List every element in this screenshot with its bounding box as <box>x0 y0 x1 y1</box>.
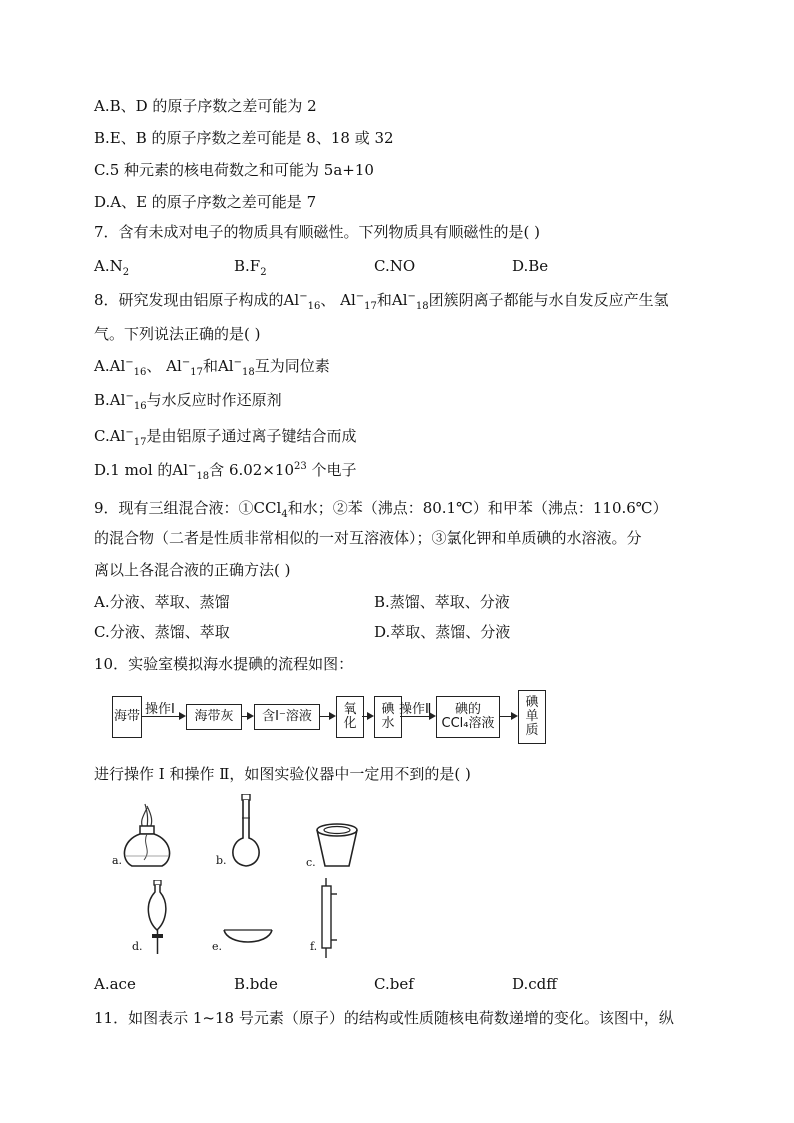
separatory-funnel-icon <box>140 880 176 956</box>
q10-stem: 10．实验室模拟海水提碘的流程如图： <box>94 655 354 673</box>
q9-stem-line2: 的混合物（二者是性质非常相似的一对互溶液体）；③氯化钾和单质碘的水溶液。分 <box>94 529 642 547</box>
q8-option-a: $A.Al^-_{16}$、 $Al^-_{17}$和$Al^-_{18}$互为同位素 <box>94 357 330 378</box>
flow-box-seaweed: 海带 <box>112 696 142 738</box>
q9-stem-line3: 离以上各混合液的正确方法( ) <box>94 561 291 579</box>
apparatus-label-b: b. <box>216 854 227 867</box>
flow-label-op2: 操作Ⅱ <box>399 702 432 717</box>
q6-option-a: A.B、D 的原子序数之差可能为 2 <box>94 97 317 115</box>
q8-option-d: D.1 mol 的$Al^-_{18}$含 $6.02\times 10^{23}$ 个电子 <box>94 461 357 482</box>
q8-stem: 8．研究发现由铝原子构成的$Al^-_{16}$、 $Al^-_{17}$和$Al^-_{18}$团簇阴离子都能与水自发反应产生氢 <box>94 291 669 312</box>
q9-option-d: D.萃取、蒸馏、分液 <box>374 623 511 641</box>
flow-arrow-2 <box>242 716 252 717</box>
apparatus-label-e: e. <box>212 940 223 953</box>
q7-option-d: D.Be <box>512 257 549 275</box>
q6-option-d: D.A、E 的原子序数之差可能是 7 <box>94 193 317 211</box>
q10-option-c: C.bef <box>374 975 414 993</box>
q8-option-c: $C.Al^-_{17}$是由铝原子通过离子键结合而成 <box>94 427 357 448</box>
q10-option-b: B.bde <box>234 975 278 993</box>
flow-box-iodine-water: 碘水 <box>374 696 402 738</box>
q8-option-b: $B.Al^-_{16}$与水反应时作还原剂 <box>94 391 282 412</box>
volumetric-flask-icon <box>222 794 272 870</box>
q7-option-c: C.NO <box>374 257 416 275</box>
flow-arrow-4 <box>362 716 372 717</box>
flow-box-iodide: 含I⁻溶液 <box>254 704 320 730</box>
q8-stem-line2: 气。下列说法正确的是( ) <box>94 325 261 343</box>
q9-option-a: A.分液、萃取、蒸馏 <box>94 593 230 611</box>
crucible-icon <box>312 822 362 870</box>
apparatus-label-d: d. <box>132 940 143 953</box>
q7-option-a: $A.N_2$ <box>94 257 130 278</box>
flow-label-op1: 操作Ⅰ <box>145 702 175 717</box>
q9-stem-line1: 9．现有三组混合液：①CCl$_4$和水；②苯（沸点：80.1℃）和甲苯（沸点：110.6℃） <box>94 499 668 520</box>
evaporating-dish-icon <box>222 924 274 948</box>
apparatus-label-f: f. <box>310 940 318 953</box>
alcohol-lamp-icon <box>112 800 182 872</box>
condenser-icon <box>316 878 340 958</box>
q9-option-c: C.分液、蒸馏、萃取 <box>94 623 230 641</box>
q11-stem: 11．如图表示 1~18 号元素（原子）的结构或性质随核电荷数递增的变化。该图中，纵 <box>94 1009 674 1027</box>
apparatus-label-c: c. <box>306 856 316 869</box>
q6-option-b: B.E、B 的原子序数之差可能是 8、18 或 32 <box>94 129 394 147</box>
q10-option-d: D.cdff <box>512 975 557 993</box>
apparatus-label-a: a. <box>112 854 123 867</box>
seaweed-iodine-flowchart <box>112 690 552 750</box>
flow-box-ccl4-solution: 碘的 CCl₄溶液 <box>436 696 500 738</box>
flow-box-iodine-element: 碘单质 <box>518 690 546 744</box>
flow-box-oxidize: 氧化 <box>336 696 364 738</box>
q10-option-a: A.ace <box>94 975 136 993</box>
q7-stem: 7．含有未成对电子的物质具有顺磁性。下列物质具有顺磁性的是( ) <box>94 223 541 241</box>
flow-arrow-6 <box>500 716 516 717</box>
flow-arrow-3 <box>320 716 334 717</box>
flow-box-ash: 海带灰 <box>186 704 242 730</box>
q6-option-c: C.5 种元素的核电荷数之和可能为 5a+10 <box>94 161 374 179</box>
q10-stem2: 进行操作 I 和操作 Ⅱ，如图实验仪器中一定用不到的是( ) <box>94 765 471 783</box>
q7-option-b: $B.F_2$ <box>234 257 267 278</box>
q9-option-b: B.蒸馏、萃取、分液 <box>374 593 510 611</box>
